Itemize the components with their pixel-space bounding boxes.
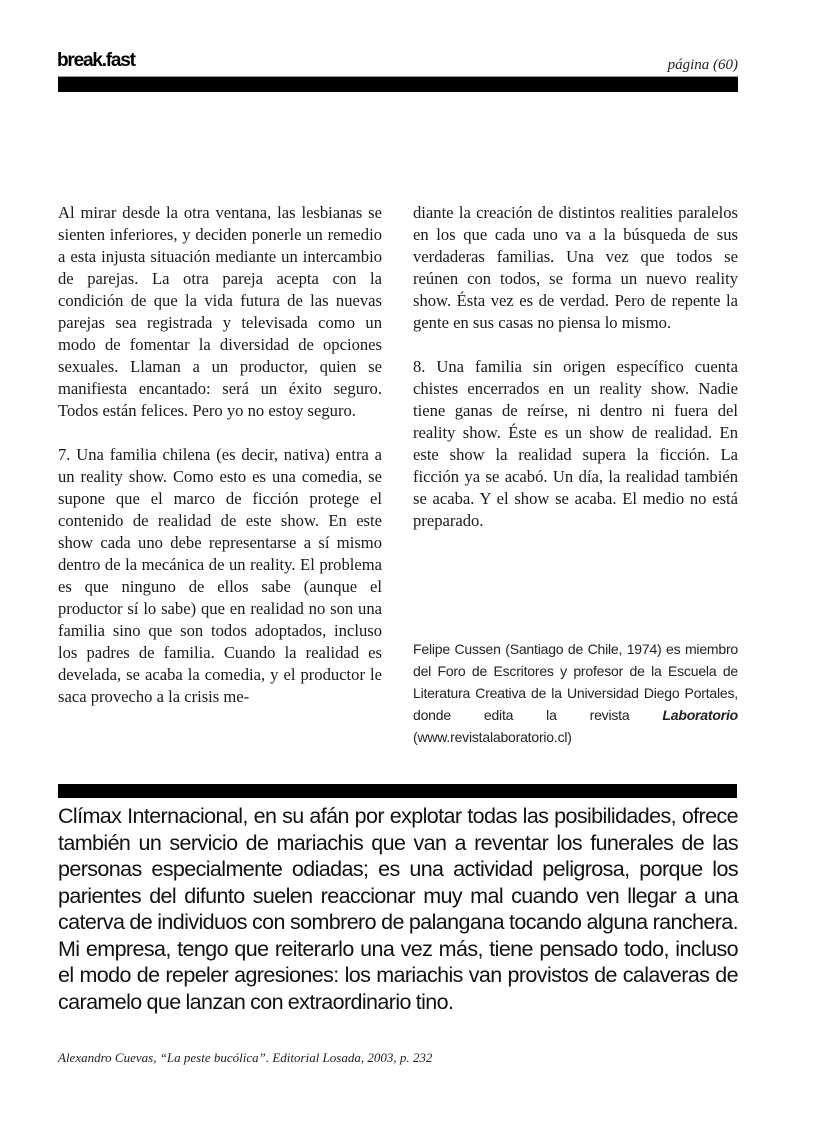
article-column-right [413, 202, 738, 532]
author-bio [413, 638, 738, 748]
article-column-left [58, 202, 382, 708]
magazine-title: Laboratorio [662, 707, 738, 723]
quote-citation: Alexandro Cuevas, “La peste bucólica”. Editorial Losada, 2003, p. 232 [58, 1050, 433, 1065]
bio-text: Felipe Cussen (Santiago de Chile, 1974) es miembro del Foro de Escritores y profesor de la Escuela de Literatura Creativa de la Universidad Diego Portales, donde edita la revista [413, 641, 738, 723]
paragraph: Al mirar desde la otra ventana, las lesbianas se sienten inferiores, y deciden ponerle un remedio a esta injusta situación mediante un intercambio de parejas. La otra pareja acepta con la condición de que la vida futura de las nuevas parejas sea registrada y televisada como un modo de fomentar la diversidad de opciones sexuales. Llaman a un productor, quien se manifiesta encantado: será un éxito seguro. Todos están felices. Pero yo no estoy seguro. [58, 203, 382, 420]
magazine-brand: break.fast [57, 50, 135, 71]
quote-black-bar [58, 784, 737, 798]
bio-url: (www.revistalaboratorio.cl) [413, 729, 572, 745]
paragraph-gap [413, 334, 738, 356]
pull-quote: Clímax Internacional, en su afán por explotar todas las posibilidades, ofrece también un servicio de mariachis que van a reventar los funerales de las personas especialmente odiadas; es una actividad peligrosa, porque los parientes del difunto suelen reaccionar muy mal cuando ven llegar a una caterva de individuos con sombrero de palangana tocando alguna ranchera. Mi empresa, tengo que reiterarlo una vez más, tiene pensado todo, incluso el modo de repeler agresiones: los mariachis van provistos de calaveras de caramelo que lanzan con extraordinario tino. [58, 804, 738, 1014]
paragraph: 7. Una familia chilena (es decir, nativa) entra a un reality show. Como esto es una comedia, se supone que el marco de ficción protege el contenido de realidad de este show. En este show cada uno debe representarse a sí mismo dentro de la mecánica de un reality. El problema es que ninguno de ellos sabe (aunque el productor sí lo sabe) que en realidad no son una familia sino que son todos adoptados, incluso los padres de familia. Cuando la realidad es develada, se acaba la comedia, y el productor le saca provecho a la crisis me- [58, 445, 382, 706]
paragraph: diante la creación de distintos realities paralelos en los que cada uno va a la búsqueda de sus verdaderas familias. Una vez que todos se reúnen con todos, se forma un nuevo reality show. Ésta vez es de verdad. Pero de repente la gente en sus casas no piensa lo mismo. [413, 203, 738, 332]
page-number: página (60) [667, 57, 738, 73]
paragraph: 8. Una familia sin origen específico cuenta chistes encerrados en un reality show. Nadie tiene ganas de reírse, ni dentro ni fuera del reality show. Éste es un show de realidad. En este show la realidad supera la ficción. La ficción ya se acabó. Un día, la realidad también se acaba. Y el show se acaba. El medio no está preparado. [413, 357, 738, 530]
header-black-bar [58, 77, 738, 92]
paragraph-gap [58, 422, 382, 444]
